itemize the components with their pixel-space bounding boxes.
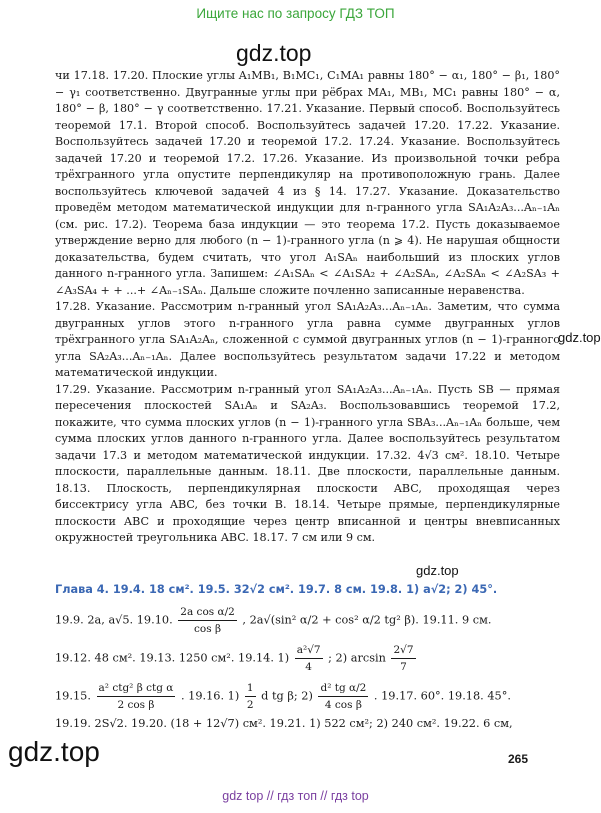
answer-19-17-19-18: . 19.17. 60°. 19.18. 45°. (373, 689, 511, 703)
answers-row-4 (55, 680, 511, 713)
answers-row-3 (55, 642, 418, 675)
watermark-bottom-left: gdz.top (8, 736, 100, 767)
fraction-19-16-1 (245, 680, 256, 713)
fraction-denominator: 4 cos β (324, 699, 362, 711)
fraction-19-14-2 (391, 642, 415, 675)
answer-19-19-to-19-22: 19.19. 2S√2. 19.20. (18 + 12√7) см². 19.21. 1) 522 см²; 2) 240 см². 19.22. 6 см, (55, 717, 513, 730)
fraction-denominator: 2 (246, 699, 254, 711)
text-paragraph-3: 17.29. Указание. Рассмотрим n-гранный угол SA₁A₂A₃...Aₙ₋₁Aₙ. Пусть SB — прямая пересечения плоскостей SA₁Aₙ и SA₂A₃. Воспользовавшись теоремой 17.2, покажите, что сумма плоских углов (n − 1)-гранного угла SBA₃...Aₙ₋₁Aₙ больше, чем сумма плоских углов данного n-гранного угла. Далее воспользуйтесь результатом задачи 17.3 и методом математической индукции. 17.32. 4√3 см². 18.10. Четыре плоскости, параллельные данным. 18.11. Две плоскости, параллельные данным. 18.13. Плоскость, перпендикулярная плоскости ABC, проходящая через биссектрису угла ABC, без точки B. 18.14. Четыре прямые, перпендикулярные плоскости ABC и проходящие через центр вписанной и центры вневписанных окружностей треугольника ABC. 18.17. 7 см или 9 см. (55, 382, 560, 544)
fraction-numerator: 1 (245, 680, 256, 697)
footer-links[interactable]: gdz top // гдз топ // гдз top (222, 789, 369, 803)
answers-row-1 (55, 582, 497, 598)
page-number: 265 (508, 752, 529, 766)
answer-19-16-label: . 19.16. 1) (180, 689, 240, 703)
fraction-numerator: a²√7 (295, 642, 323, 659)
fraction-denominator: 2 cos β (117, 699, 155, 711)
text-paragraph-1: чи 17.18. 17.20. Плоские углы A₁MB₁, B₁MC₁, C₁MA₁ равны 180° − α₁, 180° − β₁, 180° − γ₁ соответственно. Двугранные углы при рёбрах MA₁, MB₁, MC₁ равны 180° − α, 180° − β, 180° − γ соответственно. 17.21. Указание. Первый способ. Воспользуйтесь теоремой 17.1. Второй способ. Воспользуйтесь задачей 17.20. 17.22. Указание. Воспользуйтесь задачей 17.20 и теоремой 17.2. 17.24. Указание. Воспользуйтесь задачей 17.20 и теоремой 17.2. 17.26. Указание. Из произвольной точки ребра трёхгранного угла опустите перпендикуляр на противоположную грань. Далее воспользуйтесь ключевой задачей 4 из § 14. 17.27. Указание. Доказательство проведём методом математической индукции для n-гранного угла SA₁A₂A₃...Aₙ₋₁Aₙ (см. рис. 17.2). Теорема база индукции — это теорема 17.2. Пусть доказываемое утверждение верно для любого (n − 1)-гранного угла (n ⩾ 4). Не нарушая общности доказательства, будем считать, что угол A₁SAₙ наибольший из плоских углов данного n-гранного угла. Запишем: ∠A₁SAₙ < ∠A₁SA₂ + ∠A₂SAₙ, ∠A₂SAₙ < ∠A₂SA₃ + ∠A₃SA₄ + + ...+ ∠Aₙ₋₁SAₙ. Дальше сложите почленно записанные неравенства. (55, 69, 560, 297)
answers-row-5 (55, 716, 513, 732)
watermark-right: gdz.top (558, 330, 601, 345)
answers-row-2 (55, 604, 491, 637)
watermark-center: gdz.top (416, 563, 459, 578)
fraction-19-14-1 (295, 642, 323, 675)
watermark-top: gdz.top (236, 40, 312, 66)
answer-19-16-1-rest: d tg β; 2) (261, 689, 313, 703)
fraction-denominator: 7 (400, 661, 407, 673)
text-paragraph-2: 17.28. Указание. Рассмотрим n-гранный угол SA₁A₂A₃...Aₙ₋₁Aₙ. Заметим, что сумма двугранных углов этого n-гранного угла равна сумме двугранных углов трёхгранного угла SA₁A₂Aₙ, сложенной с суммой двугранных углов (n − 1)-гранного угла SA₂A₃...Aₙ₋₁Aₙ. Далее воспользуйтесь результатом задачи 17.22 и методом математической индукции. (55, 300, 560, 379)
fraction-denominator: cos β (194, 623, 222, 635)
answer-19-10-rest: , 2a√(sin² α/2 + cos² α/2 tg² β). 19.11. 9 см. (242, 613, 492, 627)
answer-19-9: 19.9. 2a, a√5. 19.10. (55, 613, 173, 627)
fraction-numerator: 2√7 (391, 642, 415, 659)
answer-19-15-label: 19.15. (55, 689, 91, 703)
fraction-19-15 (97, 680, 176, 713)
answer-19-14-2: ; 2) arcsin (328, 651, 386, 665)
search-banner[interactable]: Ищите нас по запросу ГДЗ ТОП (196, 6, 395, 21)
fraction-numerator: a² ctg² β ctg α (97, 680, 176, 697)
answer-19-12: 19.12. 48 см². 19.13. 1250 см². 19.14. 1) (55, 651, 290, 665)
fraction-19-10 (178, 604, 237, 637)
fraction-numerator: 2a cos α/2 (178, 604, 237, 621)
fraction-denominator: 4 (305, 661, 312, 673)
chapter-heading-row: Глава 4. 19.4. 18 см². 19.5. 32√2 см². 19.7. 8 см. 19.8. 1) a√2; 2) 45°. (55, 583, 498, 596)
fraction-numerator: d² tg α/2 (318, 680, 368, 697)
answers-text-block (55, 68, 560, 547)
fraction-19-16-2 (318, 680, 368, 713)
